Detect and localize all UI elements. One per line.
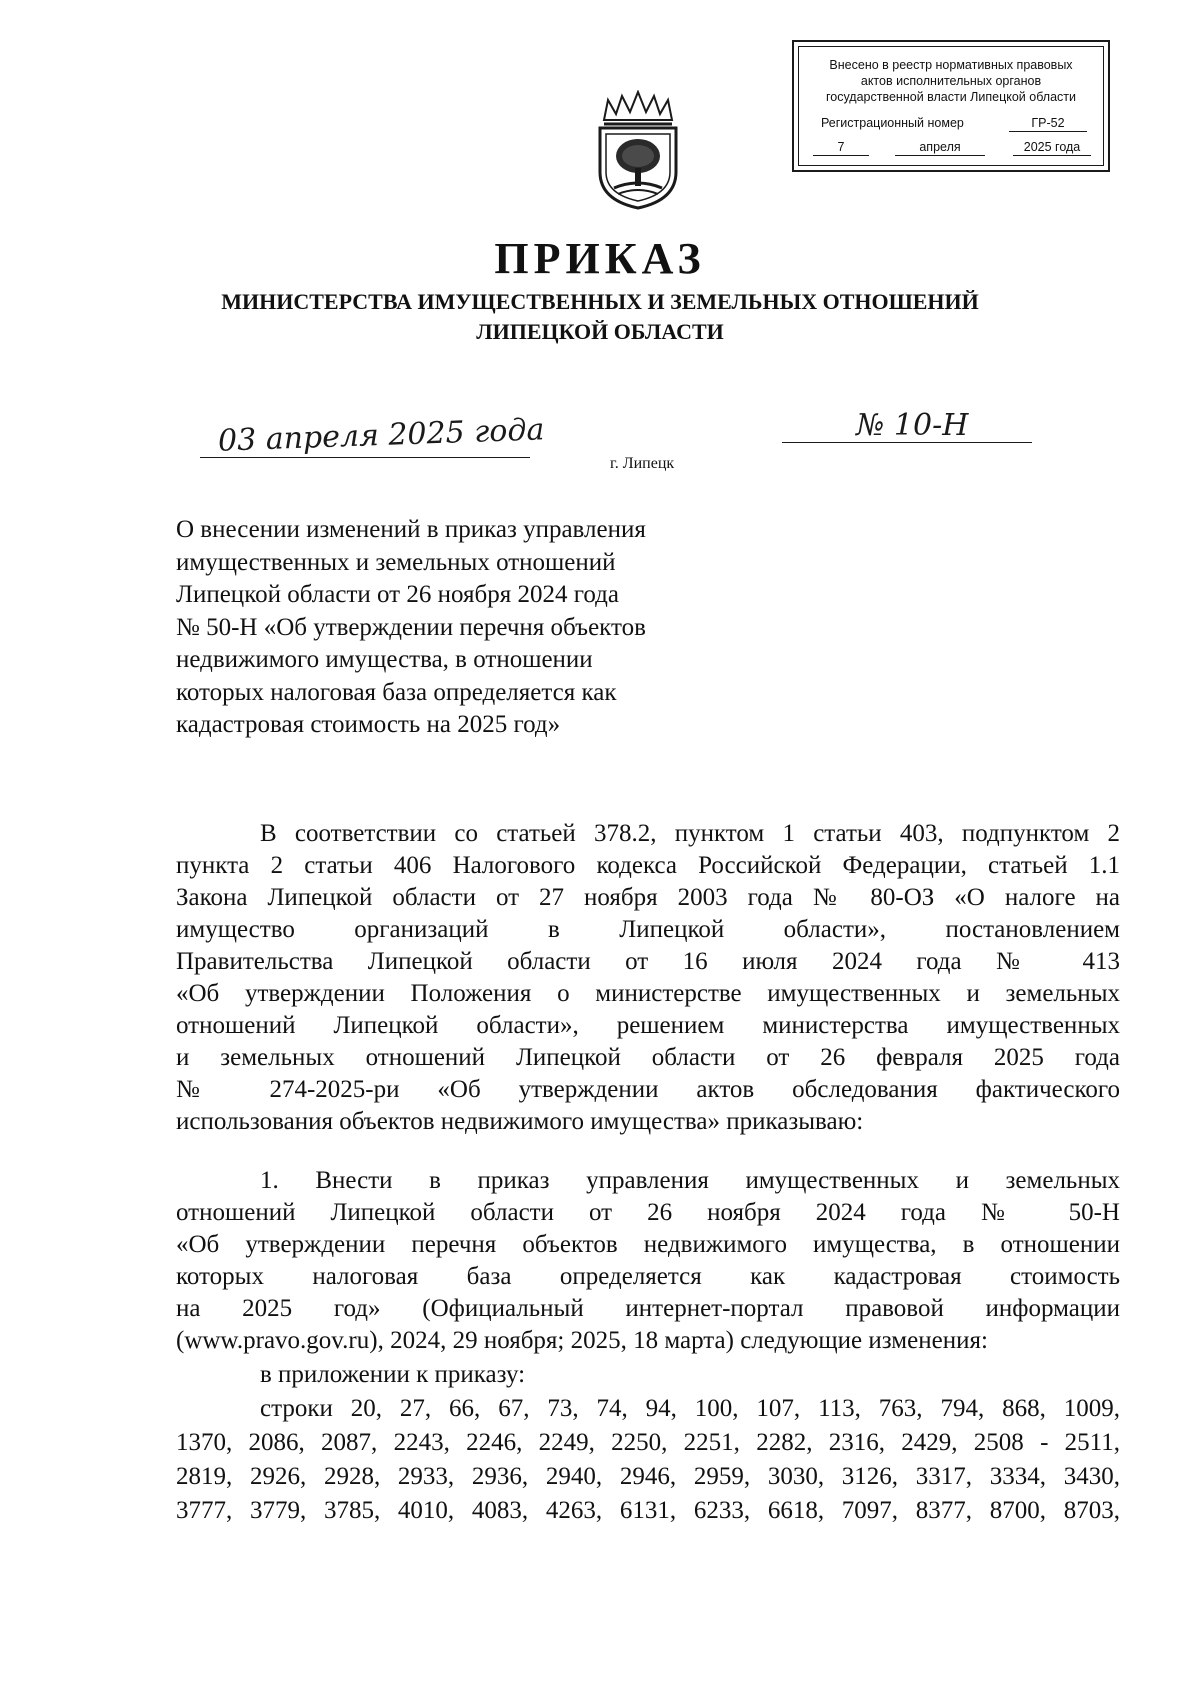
stamp-reg-label: Регистрационный номер xyxy=(821,116,964,130)
stamp-month: апреля xyxy=(895,139,985,156)
stamp-line-2: актов исполнительных органов xyxy=(860,74,1042,88)
stamp-line-3: государственной власти Липецкой области xyxy=(825,90,1077,104)
order-subject xyxy=(176,514,736,742)
date-underline xyxy=(200,457,530,458)
coat-of-arms-icon xyxy=(590,90,686,212)
stamp-line-1: Внесено в реестр нормативных правовых xyxy=(829,58,1073,72)
body-line: в приложении к приказу: xyxy=(260,1361,526,1388)
number-underline xyxy=(782,442,1032,443)
body-line: (www.pravo.gov.ru), 2024, 29 ноября; 2025, 18 марта) следующие изменения: xyxy=(176,1327,988,1354)
stamp-reg-number: ГР-52 xyxy=(1009,115,1087,132)
city-label: г. Липецк xyxy=(610,455,675,472)
body-line: использования объектов недвижимого имущества» приказываю: xyxy=(176,1108,864,1135)
issuing-authority-line-1: МИНИСТЕРСТВА ИМУЩЕСТВЕННЫХ И ЗЕМЕЛЬНЫХ ОТНОШЕНИЙ xyxy=(221,289,979,314)
body-line: № 274-2025-ри «Об утверждении актов обследования фактического xyxy=(176,1076,1120,1103)
subject-line: недвижимого имущества, в отношении xyxy=(176,646,593,673)
issuing-authority-line-2: ЛИПЕЦКОЙ ОБЛАСТИ xyxy=(476,319,724,344)
stamp-day: 7 xyxy=(813,139,869,156)
issuing-authority xyxy=(180,287,1020,347)
body-line: имущество организаций в Липецкой области», постановлением xyxy=(176,916,1120,943)
subject-line: которых налоговая база определяется как xyxy=(176,678,617,706)
body-line: «Об утверждении перечня объектов недвижимого имущества, в отношении xyxy=(176,1231,1120,1258)
body-line: на 2025 год» (Официальный интернет-портал правовой информации xyxy=(176,1295,1120,1322)
subject-line: Липецкой области от 26 ноября 2024 года xyxy=(176,581,619,608)
handwritten-number: № 10-Н xyxy=(856,408,969,443)
body-line: 1. Внести в приказ управления имущественных и земельных xyxy=(260,1167,1120,1194)
body-line: «Об утверждении Положения о министерстве имущественных и земельных xyxy=(176,980,1120,1007)
body-line: В соответствии со статьей 378.2, пунктом 1 статьи 403, подпунктом 2 xyxy=(260,820,1120,847)
registry-stamp-inner xyxy=(798,46,1104,166)
document-title: ПРИКАЗ xyxy=(494,234,706,283)
stamp-year: 2025 года xyxy=(1013,139,1091,156)
body-line: пункта 2 статьи 406 Налогового кодекса Российской Федерации, статьей 1.1 xyxy=(176,852,1120,879)
registry-stamp xyxy=(792,40,1110,172)
body-line: строки 20, 27, 66, 67, 73, 74, 94, 100, 107, 113, 763, 794, 868, 1009, xyxy=(260,1395,1120,1422)
handwritten-date: 03 апреля 2025 года xyxy=(217,412,545,459)
subject-line: кадастровая стоимость на 2025 год» xyxy=(176,711,561,738)
subject-line: О внесении изменений в приказ управления xyxy=(176,516,646,543)
body-line: 3777, 3779, 3785, 4010, 4083, 4263, 6131, 6233, 6618, 7097, 8377, 8700, 8703, xyxy=(176,1497,1120,1524)
stamp-registration-row xyxy=(799,115,1103,133)
subject-line: № 50-Н «Об утверждении перечня объектов xyxy=(176,613,646,641)
body-line: 1370, 2086, 2087, 2243, 2246, 2249, 2250, 2251, 2282, 2316, 2429, 2508 - 2511, xyxy=(176,1429,1120,1456)
body-line: Закона Липецкой области от 27 ноября 2003 года № 80-ОЗ «О налоге на xyxy=(176,884,1120,911)
body-line: и земельных отношений Липецкой области от 26 февраля 2025 года xyxy=(176,1044,1120,1071)
subject-line: имущественных и земельных отношений xyxy=(176,548,616,576)
body-line: отношений Липецкой области», решением министерства имущественных xyxy=(176,1012,1120,1039)
body-line: которых налоговая база определяется как кадастровая стоимость xyxy=(176,1263,1120,1290)
body-line: отношений Липецкой области от 26 ноября 2024 года № 50-Н xyxy=(176,1199,1120,1226)
stamp-date-row xyxy=(799,139,1103,157)
body-line: Правительства Липецкой области от 16 июля 2024 года № 413 xyxy=(176,948,1120,975)
body-line: 2819, 2926, 2928, 2933, 2936, 2940, 2946, 2959, 3030, 3126, 3317, 3334, 3430, xyxy=(176,1463,1120,1490)
